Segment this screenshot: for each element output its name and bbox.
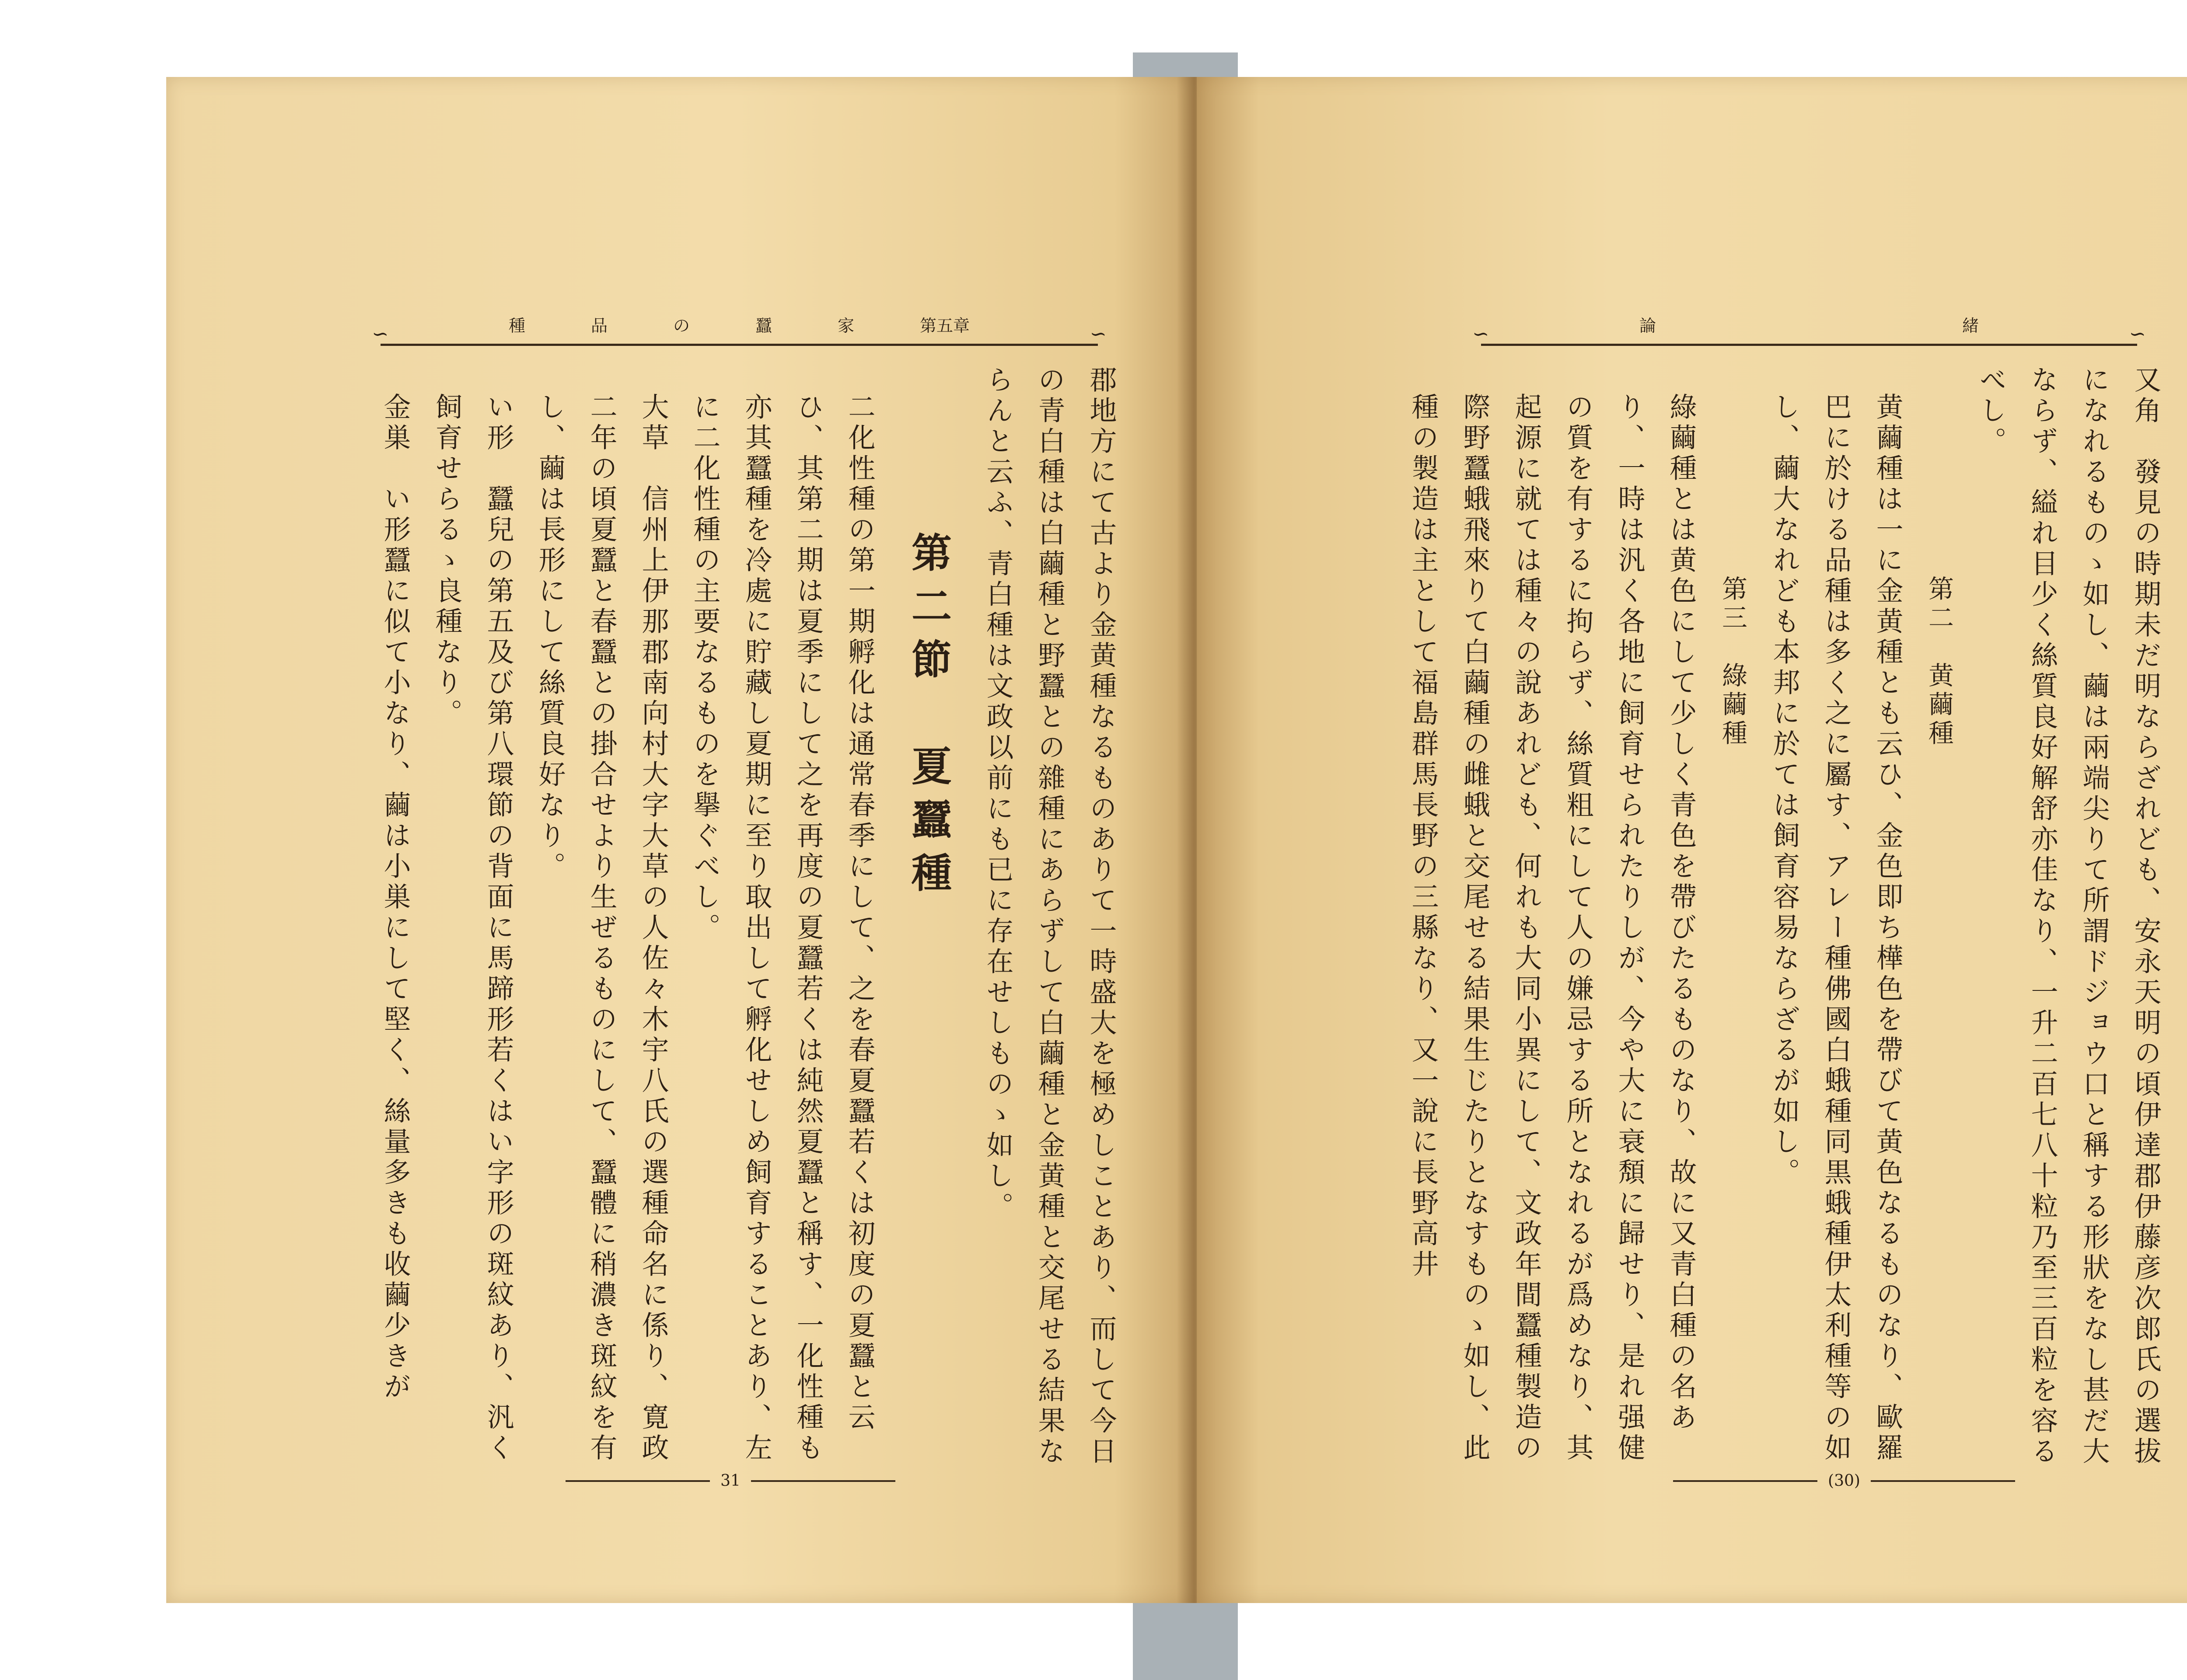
header-ornament-icon: ∽ [372, 322, 389, 345]
section-title: 第二節 夏蠶種 [905, 532, 952, 905]
header-char: 緒 [1962, 316, 1979, 335]
page-number: 31 [720, 1472, 741, 1490]
paragraph-i-gata: い形 蠶兒の第五及び第八環節の背面に馬蹄形若くはい字形の斑紋あり、汎く飼育せらるゝ良種なり。 [431, 393, 514, 1464]
paragraph: 黄繭種は一に金黄種とも云ひ、金色即ち樺色を帶びて黄色なるものなり、歐羅巴に於ける品種は多く之に屬す、アレー種佛國白蛾種同黒蛾種伊太利種等の如し、繭大なれども本邦に於ては飼育容易ならざるが如し。 [1768, 393, 1904, 1464]
right-running-header [1472, 304, 2146, 346]
paragraph: 綠繭種とは黄色にして少しく青色を帶びたるものなり、故に又青白種の名あり、一時は汎く各地に飼育せられたりしが、今や大に衰頽に歸せり、是れ强健の質を有するに拘らず、絲質粗にして人の嫌忌する所となれるが爲めなり、其起源に就ては種々の說あれども、何れも大同小異にして、文政年間蠶種製造の際野蠶蛾飛來りて白繭種の雌蛾と交尾せる結果生じたりとなすものゝ如し、此種の製造は主として福島群馬長野の三縣なり、又一說に長野高井 [1407, 393, 1697, 1464]
paragraph-matatsuno: 又角 發見の時期未だ明ならざれども、安永天明の頃伊達郡伊藤彦次郎氏の選拔になれるものゝ如し、繭は兩端尖りて所謂ドジョウ口と稱する形狀をなし甚だ大ならず、縊れ目少く絲質良好解舒亦佳なり、一升二百七八十粒乃至三百粒を容るべし。 [1975, 366, 2162, 1467]
header-char: 蠶 [755, 316, 772, 335]
footer-rule [751, 1480, 895, 1482]
right-page [1197, 77, 2187, 1603]
left-page [166, 77, 1197, 1603]
header-char: 家 [838, 316, 855, 335]
subsection-title: 第三 綠繭種 [1718, 575, 1747, 749]
header-char: 種 [508, 316, 525, 335]
paragraph: 郡地方にて古より金黄種なるものありて一時盛大を極めしことあり、而して今日の青白種は白繭種と野蠶との雜種にあらずして白繭種と金黄種と交尾せる結果ならんと云ふ、青白種は文政以前にも已に存在せしものゝ如し。 [982, 366, 1117, 1467]
footer-rule [566, 1480, 710, 1482]
footer-rule [1673, 1480, 1817, 1482]
header-char: の [673, 316, 690, 335]
header-ornament-icon: ∽ [1090, 322, 1107, 345]
footer-rule [1871, 1480, 2015, 1482]
header-char: 論 [1639, 316, 1656, 335]
header-chapter: 第五章 [920, 316, 970, 335]
page-number: (30) [1828, 1472, 1860, 1490]
subsection-title: 第二 黄繭種 [1924, 575, 1954, 749]
right-page-footer [1582, 1472, 2107, 1490]
left-running-header [372, 304, 1107, 346]
header-char: 品 [590, 316, 608, 335]
paragraph: 二化性種の第一期孵化は通常春季にして、之を春夏蠶若くは初度の夏蠶と云ひ、其第二期は夏季にして之を再度の夏蠶若くは純然夏蠶と稱す、一化性種も亦其蠶種を冷處に貯藏し夏期に至り取出して孵化せしめ飼育することあり、左に二化性種の主要なるものを擧ぐべし。 [689, 393, 876, 1464]
header-ornament-icon: ∽ [2129, 322, 2146, 345]
paragraph-kinsu: 金巣 い形蠶に似て小なり、繭は小巣にして堅く、絲量多きも收繭少きが [379, 393, 411, 1403]
left-page-footer [468, 1472, 993, 1490]
left-body-text [369, 366, 1127, 1467]
right-body-text [1397, 366, 2171, 1467]
header-ornament-icon: ∽ [1472, 322, 1489, 345]
paragraph-ookusa: 大草 信州上伊那郡南向村大字大草の人佐々木宇八氏の選種命名に係り、寛政二年の頃夏蠶と春蠶との掛合せより生ぜるものにして、蠶體に稍濃き斑紋を有し、繭は長形にして絲質良好なり。 [534, 393, 669, 1464]
